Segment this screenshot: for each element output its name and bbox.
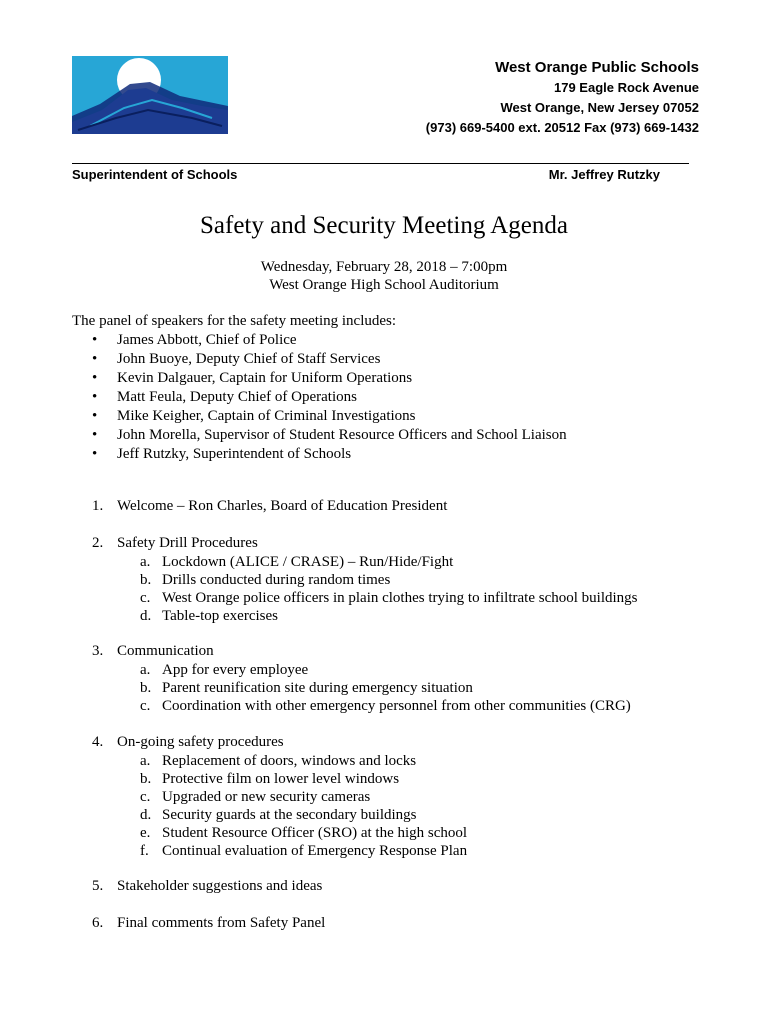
agenda-subitem [92,842,732,860]
agenda-number: 2. [92,534,104,551]
subitem-text: Coordination with other emergency personnel from other communities (CRG) [162,698,631,714]
subitem-text: App for every employee [162,662,309,678]
page-title: Safety and Security Meeting Agenda [200,212,568,239]
superintendent-name: Mr. Jeffrey Rutzky [548,167,660,182]
agenda-number: 5. [92,878,104,894]
agenda-subitem [92,607,732,625]
subitem-text: Security guards at the secondary buildings [162,806,417,823]
letterhead [426,58,699,138]
speakers-intro: The panel of speakers for the safety meeting includes: [72,313,397,329]
agenda-item [92,733,732,860]
agenda-subitem [92,571,732,589]
bullet: • [92,408,98,424]
subitem-text: Student Resource Officer (SRO) at the high school [162,824,468,841]
speaker-text: James Abbott, Chief of Police [117,332,297,348]
school-logo [72,56,228,134]
subitem-letter: f. [140,842,149,859]
agenda-subitem [92,824,732,842]
speaker-text: Kevin Dalgauer, Captain for Uniform Operations [117,370,413,386]
bullet: • [92,427,98,443]
agenda-item [92,642,732,715]
agenda-subitem [92,697,732,715]
speaker-item [92,426,567,445]
agenda-number: 1. [92,498,104,514]
speaker-item [92,388,567,407]
subitem-text: West Orange police officers in plain clothes trying to infiltrate school buildings [162,589,638,606]
subitem-letter: a. [140,752,151,769]
speaker-item [92,331,567,350]
subitem-letter: d. [140,806,152,823]
speaker-text: John Buoye, Deputy Chief of Staff Services [117,351,381,367]
speaker-item [92,350,567,369]
agenda-subitem [92,752,732,770]
agenda-number: 3. [92,643,104,659]
subitem-text: Lockdown (ALICE / CRASE) – Run/Hide/Fight [162,553,454,570]
agenda-sublist [92,661,732,715]
speaker-item [92,407,567,426]
agenda-subitem [92,770,732,788]
meeting-date-time: Wednesday, February 28, 2018 – 7:00pm [260,259,508,275]
subitem-text: Upgraded or new security cameras [162,788,371,805]
agenda-text: Communication [117,643,214,659]
agenda-subitem [92,553,732,571]
subitem-letter: e. [140,824,151,841]
speaker-item [92,445,567,464]
subitem-letter: b. [140,571,152,588]
agenda-subitem [92,661,732,679]
agenda-number: 4. [92,733,104,750]
bullet: • [92,370,98,386]
subitem-text: Parent reunification site during emergency situation [162,680,473,696]
meeting-info [0,258,768,294]
subitem-letter: c. [140,589,151,606]
subitem-letter: a. [140,662,151,678]
speaker-text: Matt Feula, Deputy Chief of Operations [117,389,357,405]
org-name: West Orange Public Schools [495,59,699,76]
agenda-list [92,497,732,950]
subitem-letter: b. [140,770,152,787]
agenda-text: Safety Drill Procedures [117,534,258,551]
agenda-item [92,877,732,896]
agenda-subitem [92,788,732,806]
subitem-letter: b. [140,680,152,696]
subitem-text: Drills conducted during random times [162,571,391,588]
agenda-item [92,534,732,625]
agenda-number: 6. [92,914,104,931]
agenda-subitem [92,679,732,697]
subitem-text: Continual evaluation of Emergency Response Plan [162,842,468,859]
agenda-item [92,914,732,933]
meeting-location: West Orange High School Auditorium [269,277,499,293]
bullet: • [92,446,98,462]
subitem-letter: d. [140,607,152,624]
street-address: 179 Eagle Rock Avenue [554,80,699,95]
header-divider [72,163,689,164]
subitem-letter: a. [140,553,151,570]
speaker-list [92,331,567,464]
agenda-item [92,497,732,516]
speaker-text: John Morella, Supervisor of Student Resource Officers and School Liaison [117,427,567,443]
city-state: West Orange, New Jersey 07052 [500,100,699,115]
subitem-text: Table-top exercises [162,607,278,624]
agenda-text: Final comments from Safety Panel [117,914,326,931]
agenda-text: Stakeholder suggestions and ideas [117,878,323,894]
subitem-text: Replacement of doors, windows and locks [162,752,417,769]
speaker-text: Mike Keigher, Captain of Criminal Investigations [117,408,416,424]
bullet: • [92,332,98,348]
bullet: • [92,389,98,405]
superintendent-label: Superintendent of Schools [72,167,238,182]
agenda-text: On-going safety procedures [117,733,284,750]
speaker-item [92,369,567,388]
speaker-text: Jeff Rutzky, Superintendent of Schools [117,446,352,462]
agenda-text: Welcome – Ron Charles, Board of Education President [117,498,448,514]
agenda-sublist [92,553,732,625]
agenda-subitem [92,589,732,607]
subitem-letter: c. [140,698,151,714]
agenda-sublist [92,752,732,860]
subitem-text: Protective film on lower level windows [162,770,400,787]
phone-fax: (973) 669-5400 ext. 20512 Fax (973) 669-1432 [425,120,699,135]
bullet: • [92,351,98,367]
subitem-letter: c. [140,788,151,805]
agenda-subitem [92,806,732,824]
